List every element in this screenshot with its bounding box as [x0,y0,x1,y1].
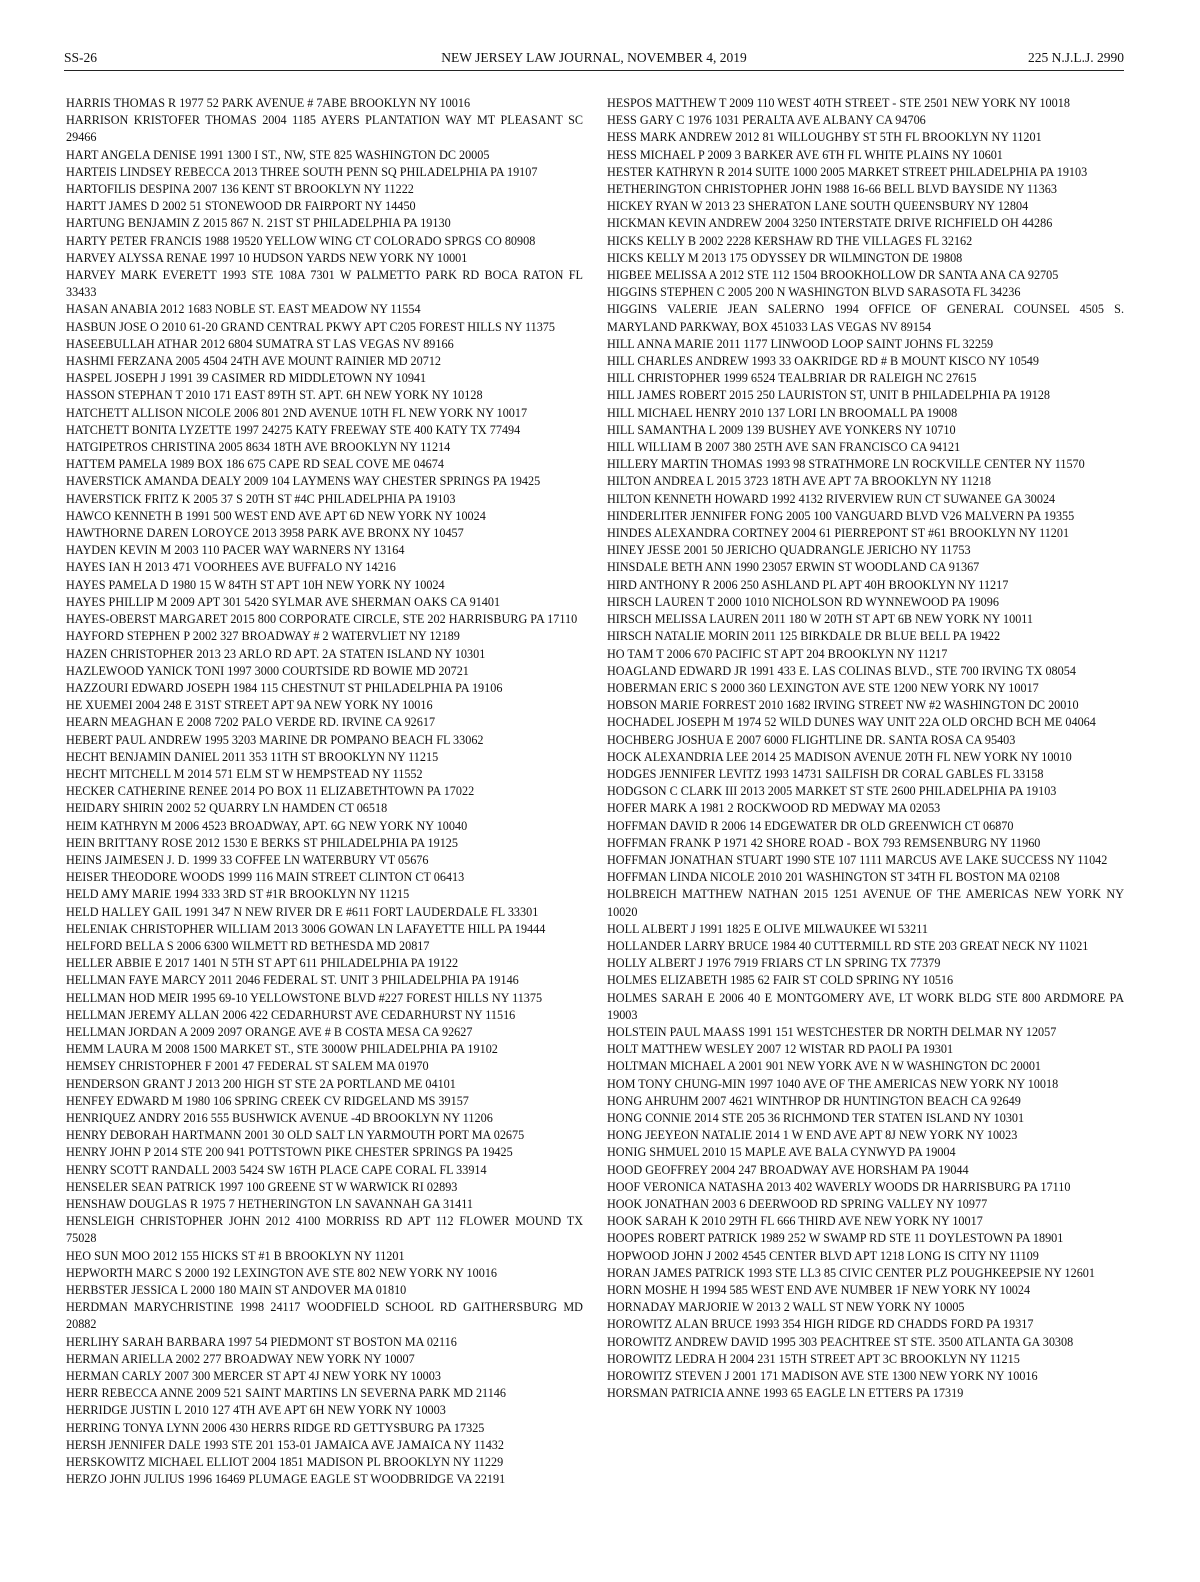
left-column [66,95,583,1488]
attorney-entry: HASHMI FERZANA 2005 4504 24TH AVE MOUNT RAINIER MD 20712 [66,354,442,369]
attorney-entry: HODGES JENNIFER LEVITZ 1993 14731 SAILFISH DR CORAL GABLES FL 33158 [607,766,1044,781]
attorney-entry: HAYFORD STEPHEN P 2002 327 BROADWAY # 2 WATERVLIET NY 12189 [66,629,460,644]
attorney-entry: HILL SAMANTHA L 2009 139 BUSHEY AVE YONKERS NY 10710 [607,422,956,437]
attorney-entry: HOLT MATTHEW WESLEY 2007 12 WISTAR RD PAOLI PA 19301 [607,1042,954,1057]
attorney-entry: HOBSON MARIE FORREST 2010 1682 IRVING STREET NW #2 WASHINGTON DC 20010 [607,698,1079,713]
attorney-entry: HOFFMAN FRANK P 1971 42 SHORE ROAD - BOX 793 REMSENBURG NY 11960 [607,835,1041,850]
attorney-entry: HATTEM PAMELA 1989 BOX 186 675 CAPE RD SEAL COVE ME 04674 [66,457,444,472]
attorney-entry: HAYDEN KEVIN M 2003 110 PACER WAY WARNERS NY 13164 [66,543,405,558]
attorney-entry: HEIDARY SHIRIN 2002 52 QUARRY LN HAMDEN CT 06518 [66,801,388,816]
attorney-entry: HEMM LAURA M 2008 1500 MARKET ST., STE 3000W PHILADELPHIA PA 19102 [66,1042,498,1057]
attorney-entry: HICKEY RYAN W 2013 23 SHERATON LANE SOUTH QUEENSBURY NY 12804 [607,199,1029,214]
attorney-entry: HAYES-OBERST MARGARET 2015 800 CORPORATE CIRCLE, STE 202 HARRISBURG PA 17110 [66,612,578,627]
attorney-entry: HIGBEE MELISSA A 2012 STE 112 1504 BROOKHOLLOW DR SANTA ANA CA 92705 [607,268,1059,283]
attorney-entry: HERDMAN MARYCHRISTINE 1998 24117 WOODFIELD SCHOOL RD GAITHERSBURG MD 20882 [66,1300,583,1332]
attorney-entry: HESPOS MATTHEW T 2009 110 WEST 40TH STREET - STE 2501 NEW YORK NY 10018 [607,96,1070,110]
attorney-entry: HOFFMAN LINDA NICOLE 2010 201 WASHINGTON ST 34TH FL BOSTON MA 02108 [607,870,1060,885]
attorney-entry: HOAGLAND EDWARD JR 1991 433 E. LAS COLINAS BLVD., STE 700 IRVING TX 08054 [607,663,1076,678]
attorney-entry: HIRD ANTHONY R 2006 250 ASHLAND PL APT 40H BROOKLYN NY 11217 [607,577,1009,592]
attorney-entry: HOROWITZ ANDREW DAVID 1995 303 PEACHTREE ST STE. 3500 ATLANTA GA 30308 [607,1334,1074,1349]
attorney-entry: HINDERLITER JENNIFER FONG 2005 100 VANGUARD BLVD V26 MALVERN PA 19355 [607,508,1075,523]
attorney-entry: HOROWITZ LEDRA H 2004 231 15TH STREET APT 3C BROOKLYN NY 11215 [607,1351,1020,1366]
attorney-entry: HART ANGELA DENISE 1991 1300 I ST., NW, STE 825 WASHINGTON DC 20005 [66,147,490,162]
attorney-entry: HASEEBULLAH ATHAR 2012 6804 SUMATRA ST LAS VEGAS NV 89166 [66,336,454,351]
attorney-entry: HAZZOURI EDWARD JOSEPH 1984 115 CHESTNUT ST PHILADELPHIA PA 19106 [66,680,503,695]
attorney-entry: HIGGINS STEPHEN C 2005 200 N WASHINGTON BLVD SARASOTA FL 34236 [607,285,1021,300]
attorney-entry: HINDES ALEXANDRA CORTNEY 2004 61 PIERREPONT ST #61 BROOKLYN NY 11201 [607,526,1070,541]
attorney-entry: HERRING TONYA LYNN 2006 430 HERRS RIDGE RD GETTYSBURG PA 17325 [66,1420,485,1435]
attorney-entry: HAVERSTICK FRITZ K 2005 37 S 20TH ST #4C PHILADELPHIA PA 19103 [66,491,456,506]
attorney-entry: HECKER CATHERINE RENEE 2014 PO BOX 11 ELIZABETHTOWN PA 17022 [66,784,475,799]
attorney-entry: HERMAN ARIELLA 2002 277 BROADWAY NEW YORK NY 10007 [66,1351,415,1366]
attorney-entry: HOCK ALEXANDRIA LEE 2014 25 MADISON AVENUE 20TH FL NEW YORK NY 10010 [607,749,1072,764]
attorney-entry: HOCHBERG JOSHUA E 2007 6000 FLIGHTLINE DR. SANTA ROSA CA 95403 [607,732,1016,747]
attorney-entry: HOFFMAN DAVID R 2006 14 EDGEWATER DR OLD GREENWICH CT 06870 [607,818,1014,833]
attorney-entry: HASAN ANABIA 2012 1683 NOBLE ST. EAST MEADOW NY 11554 [66,302,421,317]
page-header [64,50,1124,71]
attorney-entry: HELLMAN HOD MEIR 1995 69-10 YELLOWSTONE BLVD #227 FOREST HILLS NY 11375 [66,990,543,1005]
attorney-entry: HOOK JONATHAN 2003 6 DEERWOOD RD SPRING VALLEY NY 10977 [607,1197,988,1211]
attorney-entry: HILL MICHAEL HENRY 2010 137 LORI LN BROOMALL PA 19008 [607,405,958,420]
attorney-entry: HICKS KELLY B 2002 2228 KERSHAW RD THE VILLAGES FL 32162 [607,233,973,248]
attorney-entry: HONG CONNIE 2014 STE 205 36 RICHMOND TER STATEN ISLAND NY 10301 [607,1110,1025,1125]
publication-title: NEW JERSEY LAW JOURNAL, NOVEMBER 4, 2019 [441,50,747,65]
attorney-entry: HASPEL JOSEPH J 1991 39 CASIMER RD MIDDLETOWN NY 10941 [66,371,427,386]
attorney-entry: HAWCO KENNETH B 1991 500 WEST END AVE APT 6D NEW YORK NY 10024 [66,508,486,523]
attorney-entry: HOLBREICH MATTHEW NATHAN 2015 1251 AVENUE OF THE AMERICAS NEW YORK NY 10020 [607,887,1124,919]
attorney-entry: HERSH JENNIFER DALE 1993 STE 201 153-01 JAMAICA AVE JAMAICA NY 11432 [66,1437,504,1452]
page-label: SS-26 [64,50,98,65]
attorney-entry: HILL ANNA MARIE 2011 1177 LINWOOD LOOP SAINT JOHNS FL 32259 [607,336,994,351]
attorney-entry: HOLL ALBERT J 1991 1825 E OLIVE MILWAUKEE WI 53211 [607,921,928,936]
attorney-entry: HASBUN JOSE O 2010 61-20 GRAND CENTRAL PKWY APT C205 FOREST HILLS NY 11375 [66,319,555,334]
attorney-entry: HICKS KELLY M 2013 175 ODYSSEY DR WILMINGTON DE 19808 [607,250,963,265]
attorney-entry: HOLLANDER LARRY BRUCE 1984 40 CUTTERMILL RD STE 203 GREAT NECK NY 11021 [607,938,1089,953]
attorney-entry: HEO SUN MOO 2012 155 HICKS ST #1 B BROOKLYN NY 11201 [66,1248,405,1263]
attorney-entry: HENRIQUEZ ANDRY 2016 555 BUSHWICK AVENUE -4D BROOKLYN NY 11206 [66,1110,493,1125]
attorney-entry: HOPWOOD JOHN J 2002 4545 CENTER BLVD APT 1218 LONG IS CITY NY 11109 [607,1248,1039,1263]
attorney-entry: HOM TONY CHUNG-MIN 1997 1040 AVE OF THE AMERICAS NEW YORK NY 10018 [607,1076,1059,1091]
attorney-entry: HOROWITZ STEVEN J 2001 171 MADISON AVE STE 1300 NEW YORK NY 10016 [607,1369,1038,1384]
attorney-entry: HOBERMAN ERIC S 2000 360 LEXINGTON AVE STE 1200 NEW YORK NY 10017 [607,680,1039,695]
attorney-entry: HOFER MARK A 1981 2 ROCKWOOD RD MEDWAY MA 02053 [607,801,941,816]
attorney-entry: HAVERSTICK AMANDA DEALY 2009 104 LAYMENS WAY CHESTER SPRINGS PA 19425 [66,474,541,489]
attorney-entry: HEINS JAIMESEN J. D. 1999 33 COFFEE LN WATERBURY VT 05676 [66,852,429,867]
attorney-entry: HOLMES ELIZABETH 1985 62 FAIR ST COLD SPRING NY 10516 [607,973,954,988]
attorney-entry: HEPWORTH MARC S 2000 192 LEXINGTON AVE STE 802 NEW YORK NY 10016 [66,1265,498,1280]
attorney-entry: HELD HALLEY GAIL 1991 347 N NEW RIVER DR E #611 FORT LAUDERDALE FL 33301 [66,904,539,919]
attorney-entry: HATGIPETROS CHRISTINA 2005 8634 18TH AVE BROOKLYN NY 11214 [66,440,451,455]
attorney-entry: HECHT MITCHELL M 2014 571 ELM ST W HEMPSTEAD NY 11552 [66,766,423,781]
attorney-entry: HOLLY ALBERT J 1976 7919 FRIARS CT LN SPRING TX 77379 [607,956,941,971]
attorney-entry: HENFEY EDWARD M 1980 106 SPRING CREEK CV RIDGELAND MS 39157 [66,1093,469,1108]
attorney-entry: HILL CHARLES ANDREW 1993 33 OAKRIDGE RD # B MOUNT KISCO NY 10549 [607,354,1039,369]
attorney-entry: HESS MARK ANDREW 2012 81 WILLOUGHBY ST 5TH FL BROOKLYN NY 11201 [607,130,1042,145]
attorney-entry: HENSLEIGH CHRISTOPHER JOHN 2012 4100 MORRISS RD APT 112 FLOWER MOUND TX 75028 [66,1214,583,1246]
attorney-entry: HERRIDGE JUSTIN L 2010 127 4TH AVE APT 6H NEW YORK NY 10003 [66,1403,446,1418]
attorney-entry: HELLMAN JORDAN A 2009 2097 ORANGE AVE # B COSTA MESA CA 92627 [66,1024,473,1039]
attorney-entry: HEIM KATHRYN M 2006 4523 BROADWAY, APT. 6G NEW YORK NY 10040 [66,818,468,833]
attorney-entry: HODGSON C CLARK III 2013 2005 MARKET ST STE 2600 PHILADELPHIA PA 19103 [607,784,1057,799]
attorney-entry: HOOD GEOFFREY 2004 247 BROADWAY AVE HORSHAM PA 19044 [607,1162,969,1177]
attorney-entry: HORSMAN PATRICIA ANNE 1993 65 EAGLE LN ETTERS PA 17319 [607,1386,964,1401]
attorney-entry: HARTT JAMES D 2002 51 STONEWOOD DR FAIRPORT NY 14450 [66,199,416,214]
attorney-entry: HONIG SHMUEL 2010 15 MAPLE AVE BALA CYNWYD PA 19004 [607,1145,956,1160]
attorney-entry: HEMSEY CHRISTOPHER F 2001 47 FEDERAL ST SALEM MA 01970 [66,1059,429,1074]
attorney-entry: HAYES PAMELA D 1980 15 W 84TH ST APT 10H NEW YORK NY 10024 [66,577,445,592]
attorney-entry: HELFORD BELLA S 2006 6300 WILMETT RD BETHESDA MD 20817 [66,938,430,953]
attorney-entry: HECHT BENJAMIN DANIEL 2011 353 11TH ST BROOKLYN NY 11215 [66,749,439,764]
attorney-entry: HOLSTEIN PAUL MAASS 1991 151 WESTCHESTER DR NORTH DELMAR NY 12057 [607,1024,1057,1039]
attorney-entry: HOFFMAN JONATHAN STUART 1990 STE 107 1111 MARCUS AVE LAKE SUCCESS NY 11042 [607,852,1108,867]
attorney-entry: HELLER ABBIE E 2017 1401 N 5TH ST APT 611 PHILADELPHIA PA 19122 [66,956,459,971]
attorney-entry: HIRSCH NATALIE MORIN 2011 125 BIRKDALE DR BLUE BELL PA 19422 [607,629,1001,644]
attorney-entry: HOLMES SARAH E 2006 40 E MONTGOMERY AVE, LT WORK BLDG STE 800 ARDMORE PA 19003 [607,990,1124,1022]
attorney-entry: HILL JAMES ROBERT 2015 250 LAURISTON ST, UNIT B PHILADELPHIA PA 19128 [607,388,1051,403]
attorney-entry: HERBSTER JESSICA L 2000 180 MAIN ST ANDOVER MA 01810 [66,1283,407,1298]
attorney-entry: HOLTMAN MICHAEL A 2001 901 NEW YORK AVE N W WASHINGTON DC 20001 [607,1059,1042,1074]
attorney-entry: HERLIHY SARAH BARBARA 1997 54 PIEDMONT ST BOSTON MA 02116 [66,1334,457,1349]
attorney-entry: HEBERT PAUL ANDREW 1995 3203 MARINE DR POMPANO BEACH FL 33062 [66,732,484,747]
attorney-entry: HAZLEWOOD YANICK TONI 1997 3000 COURTSIDE RD BOWIE MD 20721 [66,663,469,678]
attorney-entry: HORN MOSHE H 1994 585 WEST END AVE NUMBER 1F NEW YORK NY 10024 [607,1283,1031,1298]
attorney-entry: HONG JEEYEON NATALIE 2014 1 W END AVE APT 8J NEW YORK NY 10023 [607,1128,1018,1143]
attorney-entry: HILLERY MARTIN THOMAS 1993 98 STRATHMORE LN ROCKVILLE CENTER NY 11570 [607,457,1085,472]
attorney-entry: HE XUEMEI 2004 248 E 31ST STREET APT 9A NEW YORK NY 10016 [66,698,433,713]
attorney-entry: HONG AHRUHM 2007 4621 WINTHROP DR HUNTINGTON BEACH CA 92649 [607,1093,1021,1108]
attorney-entry: HAYES PHILLIP M 2009 APT 301 5420 SYLMAR AVE SHERMAN OAKS CA 91401 [66,594,501,609]
attorney-entry: HEISER THEODORE WOODS 1999 116 MAIN STREET CLINTON CT 06413 [66,870,465,885]
attorney-entry: HOOF VERONICA NATASHA 2013 402 WAVERLY WOODS DR HARRISBURG PA 17110 [607,1179,1071,1194]
attorney-entry: HOOPES ROBERT PATRICK 1989 252 W SWAMP RD STE 11 DOYLESTOWN PA 18901 [607,1231,1064,1246]
attorney-entry: HAZEN CHRISTOPHER 2013 23 ARLO RD APT. 2A STATEN ISLAND NY 10301 [66,646,486,661]
attorney-entry: HIGGINS VALERIE JEAN SALERNO 1994 OFFICE OF GENERAL COUNSEL 4505 S. MARYLAND PARKWAY, BOX 451033 LAS VEGAS NV 89154 [607,302,1124,334]
attorney-entry: HARRISON KRISTOFER THOMAS 2004 1185 AYERS PLANTATION WAY MT PLEASANT SC 29466 [66,113,583,145]
attorney-entry: HESS GARY C 1976 1031 PERALTA AVE ALBANY CA 94706 [607,113,926,128]
attorney-entry: HEIN BRITTANY ROSE 2012 1530 E BERKS ST PHILADELPHIA PA 19125 [66,835,458,850]
attorney-entry: HILL CHRISTOPHER 1999 6524 TEALBRIAR DR RALEIGH NC 27615 [607,371,977,386]
attorney-entry: HOROWITZ ALAN BRUCE 1993 354 HIGH RIDGE RD CHADDS FORD PA 19317 [607,1317,1034,1332]
attorney-entry: HESS MICHAEL P 2009 3 BARKER AVE 6TH FL WHITE PLAINS NY 10601 [607,147,1003,162]
attorney-entry: HILTON KENNETH HOWARD 1992 4132 RIVERVIEW RUN CT SUWANEE GA 30024 [607,491,1056,506]
attorney-entry: HIRSCH LAUREN T 2000 1010 NICHOLSON RD WYNNEWOOD PA 19096 [607,594,999,609]
attorney-entry: HAYES IAN H 2013 471 VOORHEES AVE BUFFALO NY 14216 [66,560,396,575]
attorney-entry: HENRY DEBORAH HARTMANN 2001 30 OLD SALT LN YARMOUTH PORT MA 02675 [66,1128,525,1143]
attorney-entry: HERZO JOHN JULIUS 1996 16469 PLUMAGE EAGLE ST WOODBRIDGE VA 22191 [66,1472,506,1487]
attorney-entry: HATCHETT BONITA LYZETTE 1997 24275 KATY FREEWAY STE 400 KATY TX 77494 [66,422,521,437]
attorney-entry: HASSON STEPHAN T 2010 171 EAST 89TH ST. APT. 6H NEW YORK NY 10128 [66,388,483,403]
attorney-entry: HAWTHORNE DAREN LOROYCE 2013 3958 PARK AVE BRONX NY 10457 [66,526,464,541]
attorney-entry: HETHERINGTON CHRISTOPHER JOHN 1988 16-66 BELL BLVD BAYSIDE NY 11363 [607,182,1057,197]
attorney-entry: HICKMAN KEVIN ANDREW 2004 3250 INTERSTATE DRIVE RICHFIELD OH 44286 [607,216,1053,231]
attorney-entry: HELLMAN JEREMY ALLAN 2006 422 CEDARHURST AVE CEDARHURST NY 11516 [66,1007,516,1022]
attorney-entry: HERMAN CARLY 2007 300 MERCER ST APT 4J NEW YORK NY 10003 [66,1369,441,1384]
attorney-entry: HERSKOWITZ MICHAEL ELLIOT 2004 1851 MADISON PL BROOKLYN NY 11229 [66,1455,504,1470]
attorney-entry: HENRY JOHN P 2014 STE 200 941 POTTSTOWN PIKE CHESTER SPRINGS PA 19425 [66,1145,513,1160]
attorney-entry: HINSDALE BETH ANN 1990 23057 ERWIN ST WOODLAND CA 91367 [607,560,980,575]
attorney-entry: HORAN JAMES PATRICK 1993 STE LL3 85 CIVIC CENTER PLZ POUGHKEEPSIE NY 12601 [607,1265,1095,1280]
attorney-entry: HENSHAW DOUGLAS R 1975 7 HETHERINGTON LN SAVANNAH GA 31411 [66,1197,473,1211]
attorney-entry: HENDERSON GRANT J 2013 200 HIGH ST STE 2A PORTLAND ME 04101 [66,1076,456,1091]
attorney-entry: HINEY JESSE 2001 50 JERICHO QUADRANGLE JERICHO NY 11753 [607,543,971,558]
attorney-entry: HILL WILLIAM B 2007 380 25TH AVE SAN FRANCISCO CA 94121 [607,440,961,455]
attorney-entry: HENRY SCOTT RANDALL 2003 5424 SW 16TH PLACE CAPE CORAL FL 33914 [66,1162,487,1177]
attorney-entry: HARTEIS LINDSEY REBECCA 2013 THREE SOUTH PENN SQ PHILADELPHIA PA 19107 [66,164,538,179]
citation: 225 N.J.L.J. 2990 [1027,50,1124,65]
attorney-entry: HARTY PETER FRANCIS 1988 19520 YELLOW WING CT COLORADO SPRGS CO 80908 [66,233,536,248]
attorney-entry: HERR REBECCA ANNE 2009 521 SAINT MARTINS LN SEVERNA PARK MD 21146 [66,1386,506,1401]
right-column [607,95,1124,1402]
attorney-entry: HO TAM T 2006 670 PACIFIC ST APT 204 BROOKLYN NY 11217 [607,646,948,661]
attorney-entry: HATCHETT ALLISON NICOLE 2006 801 2ND AVENUE 10TH FL NEW YORK NY 10017 [66,405,528,420]
attorney-entry: HARVEY ALYSSA RENAE 1997 10 HUDSON YARDS NEW YORK NY 10001 [66,250,468,265]
attorney-entry: HOCHADEL JOSEPH M 1974 52 WILD DUNES WAY UNIT 22A OLD ORCHD BCH ME 04064 [607,715,1096,730]
attorney-entry: HELLMAN FAYE MARCY 2011 2046 FEDERAL ST. UNIT 3 PHILADELPHIA PA 19146 [66,973,519,988]
attorney-entry: HARTUNG BENJAMIN Z 2015 867 N. 21ST ST PHILADELPHIA PA 19130 [66,216,451,231]
attorney-entry: HESTER KATHRYN R 2014 SUITE 1000 2005 MARKET STREET PHILADELPHIA PA 19103 [607,164,1088,179]
attorney-entry: HARTOFILIS DESPINA 2007 136 KENT ST BROOKLYN NY 11222 [66,182,414,197]
attorney-entry: HORNADAY MARJORIE W 2013 2 WALL ST NEW YORK NY 10005 [607,1300,965,1315]
attorney-entry: HARVEY MARK EVERETT 1993 STE 108A 7301 W PALMETTO PARK RD BOCA RATON FL 33433 [66,268,583,300]
attorney-entry: HELD AMY MARIE 1994 333 3RD ST #1R BROOKLYN NY 11215 [66,887,410,902]
attorney-entry: HELENIAK CHRISTOPHER WILLIAM 2013 3006 GOWAN LN LAFAYETTE HILL PA 19444 [66,921,546,936]
attorney-entry: HARRIS THOMAS R 1977 52 PARK AVENUE # 7ABE BROOKLYN NY 10016 [66,96,471,110]
attorney-entry: HIRSCH MELISSA LAUREN 2011 180 W 20TH ST APT 6B NEW YORK NY 10011 [607,612,1034,627]
attorney-entry: HOOK SARAH K 2010 29TH FL 666 THIRD AVE NEW YORK NY 10017 [607,1214,983,1229]
attorney-entry: HILTON ANDREA L 2015 3723 18TH AVE APT 7A BROOKLYN NY 11218 [607,474,991,489]
attorney-entry: HEARN MEAGHAN E 2008 7202 PALO VERDE RD. IRVINE CA 92617 [66,715,436,730]
attorney-entry: HENSELER SEAN PATRICK 1997 100 GREENE ST W WARWICK RI 02893 [66,1179,458,1194]
